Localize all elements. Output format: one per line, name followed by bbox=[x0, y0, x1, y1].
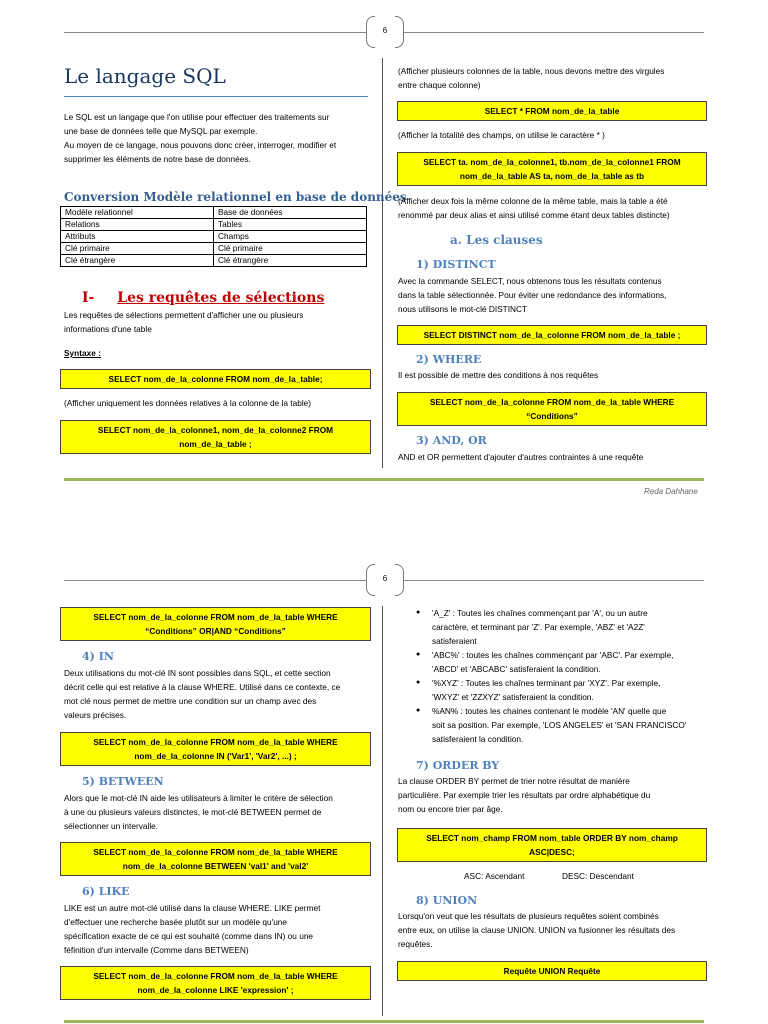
code-line: ASC|DESC; bbox=[529, 847, 575, 857]
text-line: soit sa position. Par exemple, 'LOS ANGELES' et 'SAN FRANCISCO' bbox=[432, 720, 687, 730]
code-line: nom_de_la_table ; bbox=[179, 439, 252, 449]
table-row bbox=[61, 231, 367, 243]
asc-label: ASC: Ascendant bbox=[464, 871, 525, 881]
list-item bbox=[414, 606, 714, 648]
code-line: SELECT nom_de_la_colonne FROM nom_de_la_table WHERE bbox=[93, 847, 338, 857]
text-line: informations d'une table bbox=[64, 324, 152, 334]
table-cell: Modèle relationnel bbox=[61, 207, 214, 219]
sql-code-box bbox=[60, 966, 371, 1000]
sql-code-box: Requête UNION Requête bbox=[397, 961, 707, 981]
like-paragraph bbox=[64, 901, 376, 957]
text-line: caractère, et terminant par 'Z'. Par exemple, 'ABZ' et 'A2Z' bbox=[432, 622, 645, 632]
conversion-table bbox=[60, 206, 367, 267]
table-row bbox=[61, 219, 367, 231]
sql-code-box bbox=[60, 420, 371, 454]
sql-code-box bbox=[60, 607, 371, 641]
text-line: La clause ORDER BY permet de trier notre résultat de manière bbox=[398, 776, 630, 786]
page-title: Le langage SQL bbox=[64, 64, 226, 88]
text-line: à une ou plusieurs valeurs distinctes, le mot-clé BETWEEN permet de bbox=[64, 807, 322, 817]
text-line: ● %AN% : toutes les chaines contenant le modèle 'AN' quelle que bbox=[432, 706, 667, 716]
list-item bbox=[414, 648, 714, 676]
text-line: nom ou encore trier par âge. bbox=[398, 804, 503, 814]
code-line: SELECT nom_de_la_colonne FROM nom_de_la_table WHERE bbox=[93, 612, 338, 622]
andor-paragraph: AND et OR permettent d'ajouter d'autres contraintes à une requête bbox=[398, 452, 644, 462]
clause-heading: 1) DISTINCT bbox=[416, 258, 496, 271]
table-cell: Relations bbox=[61, 219, 214, 231]
text-line: dans la table sélectionnée. Pour éviter une redondance des informations, bbox=[398, 290, 667, 300]
page-number: 6 bbox=[366, 16, 404, 46]
union-paragraph bbox=[398, 909, 712, 951]
sql-code-box: SELECT DISTINCT nom_de_la_colonne FROM nom_de_la_table ; bbox=[397, 325, 707, 345]
text-line: d'effectuer une recherche basée plutôt sur un modèle qu'une bbox=[64, 917, 288, 927]
text-line: sélectionner un intervalle. bbox=[64, 821, 159, 831]
table-cell: Tables bbox=[214, 219, 367, 231]
header-rule bbox=[64, 580, 366, 581]
text-line: ● 'A_Z' : Toutes les chaînes commençant par 'A', ou un autre bbox=[432, 608, 648, 618]
code-line: SELECT ta. nom_de_la_colonne1, tb.nom_de_la_colonne1 FROM bbox=[423, 157, 681, 167]
text-line: Au moyen de ce langage, nous pouvons donc créer, interroger, modifier et bbox=[64, 140, 337, 150]
code-line: nom_de_la_colonne IN ('Var1', 'Var2', ...) ; bbox=[134, 751, 297, 761]
list-item bbox=[414, 676, 714, 704]
table-row bbox=[61, 243, 367, 255]
clause-heading: 5) BETWEEN bbox=[82, 775, 164, 788]
document-page-2 bbox=[0, 548, 768, 1024]
sql-code-box bbox=[60, 732, 371, 766]
text-line: 'ABCD' et 'ABCABC' satisferaient la condition. bbox=[432, 664, 601, 674]
clause-heading: 4) IN bbox=[82, 650, 114, 663]
clause-heading: 6) LIKE bbox=[82, 885, 130, 898]
text-line: valeurs précises. bbox=[64, 710, 127, 720]
text-line: satisferaient bbox=[432, 636, 477, 646]
table-cell: Attributs bbox=[61, 231, 214, 243]
intro-paragraph bbox=[64, 110, 374, 166]
distinct-paragraph bbox=[398, 274, 710, 316]
header-rule bbox=[64, 32, 366, 33]
text-line: Lorsqu'on veut que les résultats de plusieurs requêtes soient combinés bbox=[398, 911, 659, 921]
text-line: Avec la commande SELECT, nous obtenons tous les résultats contenus bbox=[398, 276, 662, 286]
note-text: (Afficher la totalité des champs, on utilise le caractère * ) bbox=[398, 130, 605, 140]
header-rule bbox=[404, 580, 704, 581]
text-line: Deux utilisations du mot-clé IN sont possibles dans SQL, et cette section bbox=[64, 668, 331, 678]
text-line: ● 'ABC%' : toutes les chaînes commençant par 'ABC'. Par exemple, bbox=[432, 650, 674, 660]
text-line: 'WXYZ' et 'ZZXYZ' satisferaient la condition. bbox=[432, 692, 594, 702]
text-line: Le SQL est un langage que l'on utilise pour effectuer des traitements sur bbox=[64, 112, 330, 122]
note-text: (Afficher uniquement les données relatives à la colonne de la table) bbox=[64, 398, 312, 408]
code-line: “Conditions” bbox=[526, 411, 578, 421]
text-line: supprimer les éléments de notre base de données. bbox=[64, 154, 251, 164]
table-cell: Clé primaire bbox=[61, 243, 214, 255]
text-line: féfinition d'un intervalle (Comme dans BETWEEN) bbox=[64, 945, 249, 955]
like-patterns-list bbox=[414, 606, 714, 746]
column-divider bbox=[382, 58, 383, 468]
footer-rule bbox=[64, 1020, 704, 1023]
table-cell: Clé étrangère bbox=[214, 255, 367, 267]
document-page-1 bbox=[0, 0, 768, 500]
table-cell: Clé étrangère bbox=[61, 255, 214, 267]
section-heading bbox=[82, 290, 324, 306]
conversion-heading: Conversion Modèle relationnel en base de données bbox=[64, 190, 407, 204]
table-row bbox=[61, 255, 367, 267]
text-line: nous utilisons le mot-clé DISTINCT bbox=[398, 304, 528, 314]
footer-rule bbox=[64, 478, 704, 481]
clause-heading: 3) AND, OR bbox=[416, 434, 487, 447]
note-text bbox=[398, 64, 708, 92]
text-line: entre eux, on utilise la clause UNION. UNION va fusionner les résultats des bbox=[398, 925, 676, 935]
header-rule bbox=[404, 32, 704, 33]
section-intro bbox=[64, 308, 374, 336]
code-line: SELECT nom_de_la_colonne FROM nom_de_la_table WHERE bbox=[429, 397, 675, 407]
table-cell: Clé primaire bbox=[214, 243, 367, 255]
note-text bbox=[398, 194, 710, 222]
code-line: SELECT nom_de_la_colonne FROM nom_de_la_table WHERE bbox=[93, 737, 338, 747]
clauses-heading: a. Les clauses bbox=[450, 233, 543, 247]
page-gap bbox=[0, 500, 768, 548]
in-paragraph bbox=[64, 666, 376, 722]
text-line: décrit celle qui est relative à la clause WHERE. Utilisé dans ce contexte, ce bbox=[64, 682, 341, 692]
page-number: 6 bbox=[366, 564, 404, 594]
orderby-paragraph bbox=[398, 774, 710, 816]
text-line: Les requêtes de sélections permettent d'afficher une ou plusieurs bbox=[64, 310, 304, 320]
clause-heading: 2) WHERE bbox=[416, 353, 482, 366]
footer-author: Reda Dahhane bbox=[644, 487, 698, 496]
sql-code-box bbox=[60, 842, 371, 876]
text-line: renommé par deux alias et ainsi utilisé comme étant deux tables distincte) bbox=[398, 210, 670, 220]
sql-code-box bbox=[397, 828, 707, 862]
code-line: SELECT nom_champ FROM nom_table ORDER BY nom_champ bbox=[426, 833, 678, 843]
section-number: I- bbox=[82, 290, 95, 306]
clause-heading: 7) ORDER BY bbox=[416, 759, 500, 772]
text-line: (Afficher deux fois la même colonne de la même table, mais la table a été bbox=[398, 196, 668, 206]
text-line: Alors que le mot-clé IN aide les utilisateurs à limiter le critère de sélection bbox=[64, 793, 333, 803]
code-line: “Conditions” OR|AND “Conditions” bbox=[145, 626, 286, 636]
text-line: spécification exacte de ce qui est souhaité (comme dans IN) ou une bbox=[64, 931, 314, 941]
sql-code-box bbox=[397, 392, 707, 426]
where-paragraph: Il est possible de mettre des conditions à nos requêtes bbox=[398, 370, 599, 380]
clause-heading: 8) UNION bbox=[416, 894, 478, 907]
text-line: satisferaient la condition. bbox=[432, 734, 524, 744]
code-line: nom_de_la_colonne BETWEEN 'val1' and 'val2' bbox=[122, 861, 309, 871]
between-paragraph bbox=[64, 791, 376, 833]
code-line: nom_de_la_colonne LIKE 'expression' ; bbox=[137, 985, 294, 995]
text-line: (Afficher plusieurs colonnes de la table, nous devons mettre des virgules bbox=[398, 66, 665, 76]
column-divider bbox=[382, 606, 383, 1016]
table-row bbox=[61, 207, 367, 219]
title-underline bbox=[64, 96, 368, 97]
syntax-label: Syntaxe : bbox=[64, 348, 101, 358]
code-line: SELECT nom_de_la_colonne FROM nom_de_la_table WHERE bbox=[93, 971, 338, 981]
table-cell: Champs bbox=[214, 231, 367, 243]
text-line: particulière. Par exemple trier les résultats par ordre alphabétique du bbox=[398, 790, 651, 800]
sql-code-box bbox=[397, 152, 707, 186]
page-header bbox=[0, 548, 768, 596]
table-cell: Base de données bbox=[214, 207, 367, 219]
page-header bbox=[0, 0, 768, 48]
desc-label: DESC: Descendant bbox=[562, 871, 634, 881]
list-item bbox=[414, 704, 714, 746]
text-line: requêtes. bbox=[398, 939, 433, 949]
sql-code-box: SELECT * FROM nom_de_la_table bbox=[397, 101, 707, 121]
text-line: ● '%XYZ' : Toutes les chaînes terminant par 'XYZ'. Par exemple, bbox=[432, 678, 661, 688]
code-line: SELECT nom_de_la_colonne1, nom_de_la_colonne2 FROM bbox=[97, 425, 334, 435]
text-line: mot clé nous permet de mettre une condition sur un champ avec des bbox=[64, 696, 317, 706]
text-line: LIKE est un autre mot-clé utilisé dans la clause WHERE. LIKE permet bbox=[64, 903, 321, 913]
section-title: Les requêtes de sélections bbox=[117, 290, 325, 306]
code-line: nom_de_la_table AS ta, nom_de_la_table as tb bbox=[459, 171, 645, 181]
sql-code-box: SELECT nom_de_la_colonne FROM nom_de_la_table; bbox=[60, 369, 371, 389]
text-line: une base de données telle que MySQL par exemple. bbox=[64, 126, 258, 136]
text-line: entre chaque colonne) bbox=[398, 80, 481, 90]
